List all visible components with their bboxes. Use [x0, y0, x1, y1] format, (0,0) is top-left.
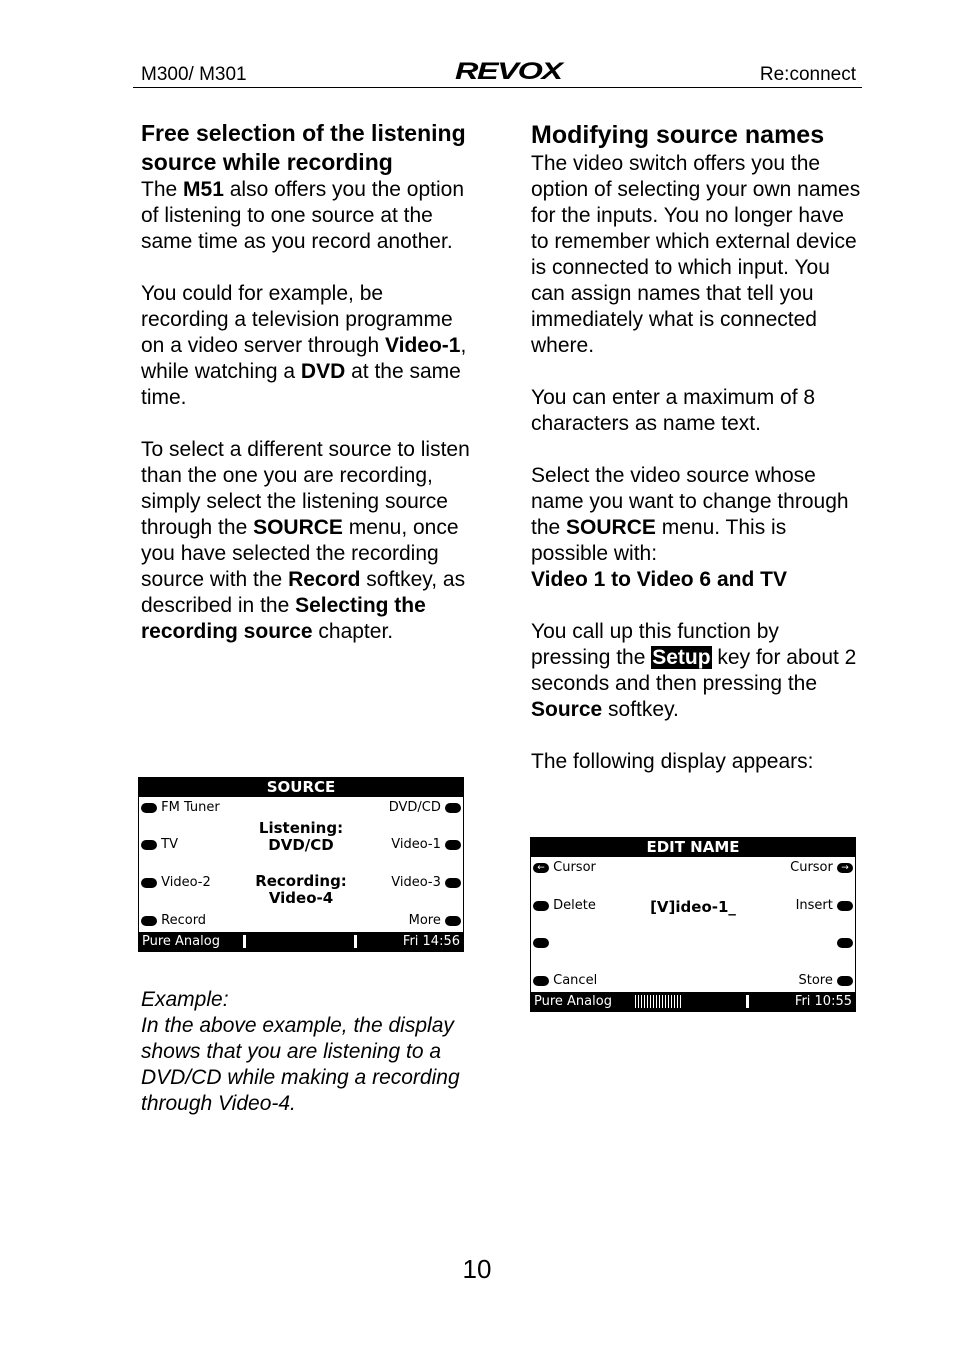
right-paragraph-2: You can enter a maximum of 8 characters as name text.: [531, 386, 816, 435]
left-column: [141, 119, 471, 645]
setup-key-label: Setup: [652, 646, 711, 669]
right-paragraph-1: The video switch offers you the option of selecting your own names for the inputs. You no longer have to remember which external device is connected to which input. You can assign names that tell you immediately what is connected where.: [531, 152, 861, 357]
example-label: Example:: [141, 988, 229, 1011]
softkey-delete: Delete: [533, 898, 596, 914]
level-meter: [635, 995, 681, 1008]
softkey-icon: [533, 938, 549, 948]
left-paragraph-1: The M51 also offers you the option of listening to one source at the same time as you record another.: [141, 178, 464, 253]
store-icon: [837, 976, 853, 986]
softkey-video-2: Video-2: [141, 875, 211, 891]
example-block: [141, 987, 471, 1117]
more-icon: [445, 916, 461, 926]
softkey-icon: [141, 878, 157, 888]
header-model: M300/ M301: [141, 64, 247, 85]
right-paragraph-3: Select the video source whose name you want to change through the SOURCE menu. This is possible with: Video 1 to Video 6 and TV: [531, 464, 849, 591]
listening-info: Listening: DVD/CD: [258, 819, 344, 854]
cancel-icon: [533, 976, 549, 986]
softkey-video-3: Video-3: [391, 875, 461, 891]
softkey-store: Store: [798, 973, 853, 989]
softkey-icon: [837, 901, 853, 911]
example-text: In the above example, the display shows that you are listening to a DVD/CD while making a recording through Video-4.: [141, 1014, 460, 1115]
softkey-icon: [445, 840, 461, 850]
header-rule: [133, 87, 862, 88]
left-heading: Free selection of the listening source while recording: [141, 120, 466, 175]
arrow-left-icon: ←: [533, 863, 549, 873]
header-product: Re:connect: [759, 64, 856, 85]
edit-name-display: [530, 837, 856, 1012]
softkey-empty-right: [837, 935, 853, 951]
softkey-icon: [837, 938, 853, 948]
right-heading: Modifying source names: [531, 121, 825, 149]
softkey-empty-left: [533, 935, 549, 951]
source-display: [138, 777, 464, 952]
source-status-bar: Pure Analog Fri 14:56: [139, 932, 463, 951]
softkey-insert: Insert: [796, 898, 853, 914]
softkey-dvd-cd: DVD/CD: [389, 800, 461, 816]
edit-name-value: [V]ideo-1_: [650, 898, 736, 916]
softkey-icon: [141, 840, 157, 850]
softkey-fm-tuner: FM Tuner: [141, 800, 220, 816]
page-number: 10: [462, 1254, 492, 1284]
softkey-video-1: Video-1: [391, 837, 461, 853]
right-paragraph-4: You call up this function by pressing the Setup key for about 2 seconds and then pressing the Source softkey.: [531, 620, 857, 721]
source-display-title: SOURCE: [139, 778, 463, 797]
left-paragraph-3: To select a different source to listen than the one you are recording, simply select the listening source through the SOURCE menu, once you have selected the recording source with the Record softkey, as described in the Selecting the recording source chapter.: [141, 438, 470, 643]
softkey-icon: [445, 803, 461, 813]
softkey-tv: TV: [141, 837, 178, 853]
softkey-record: Record: [141, 913, 206, 929]
softkey-icon: [533, 901, 549, 911]
softkey-icon: [445, 878, 461, 888]
softkey-cursor-left: ← Cursor: [533, 860, 596, 876]
softkey-icon: [141, 803, 157, 813]
recording-info: Recording: Video-4: [255, 872, 347, 907]
edit-name-title: EDIT NAME: [531, 838, 855, 857]
softkey-icon: [141, 916, 157, 926]
arrow-right-icon: →: [837, 863, 853, 873]
softkey-cancel: Cancel: [533, 973, 597, 989]
right-column: [531, 119, 861, 775]
right-paragraph-5: The following display appears:: [531, 750, 814, 773]
edit-status-bar: Pure Analog Fri 10:55: [531, 992, 855, 1011]
revox-logo: REVOX: [455, 58, 562, 85]
softkey-more: More: [409, 913, 461, 929]
softkey-cursor-right: Cursor →: [790, 860, 853, 876]
left-paragraph-2: You could for example, be recording a television programme on a video server through Video-1, while watching a DVD at the same time.: [141, 282, 467, 409]
